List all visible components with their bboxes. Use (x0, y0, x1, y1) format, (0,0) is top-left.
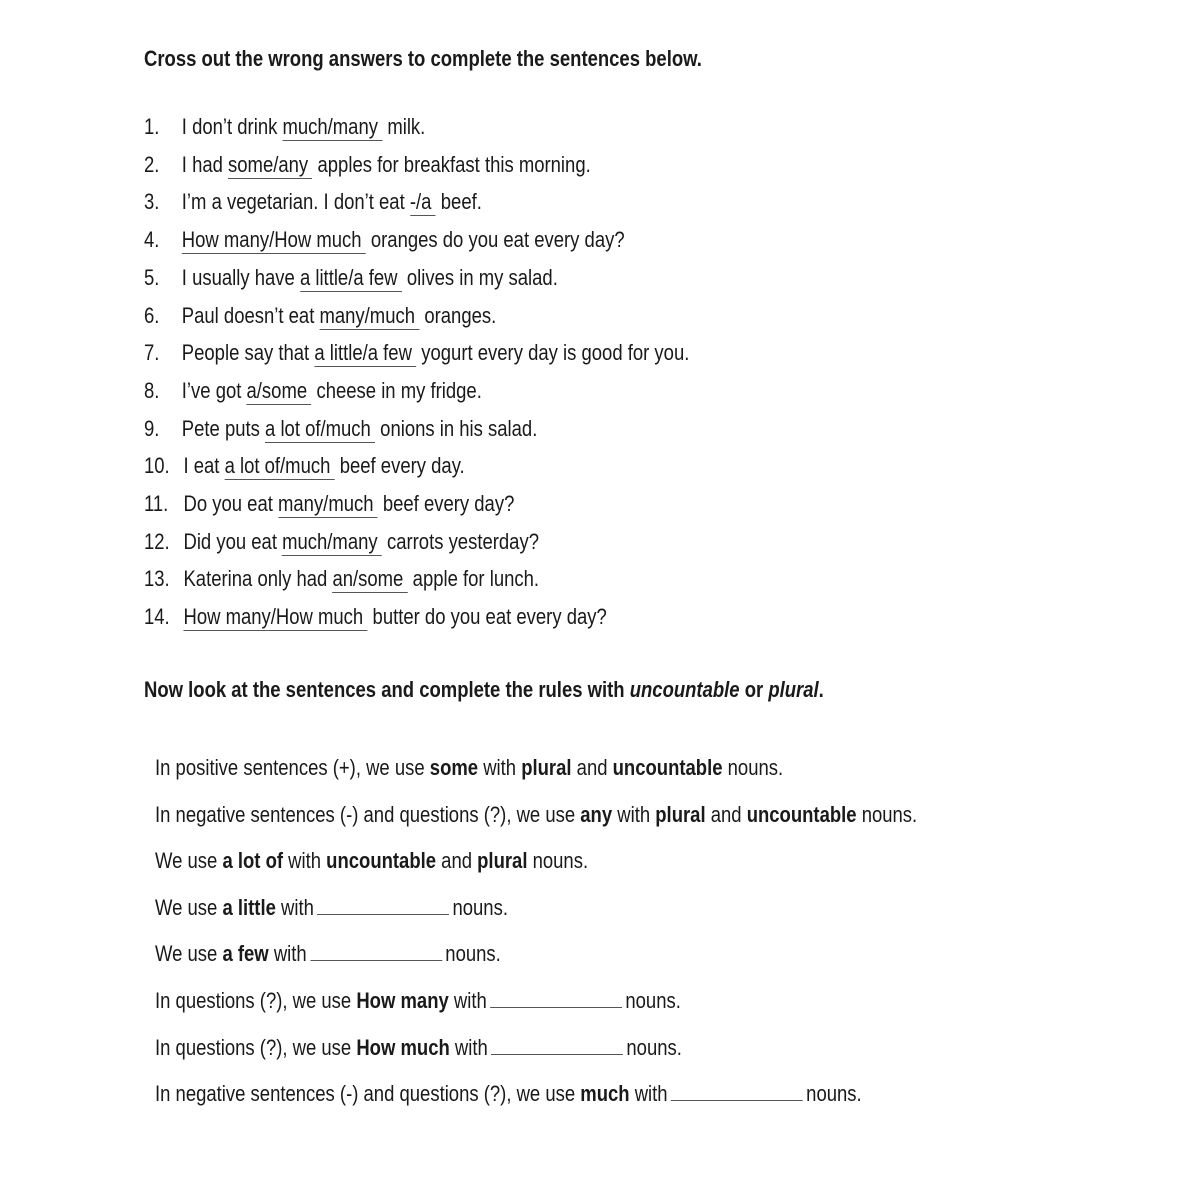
answer-blank[interactable] (317, 896, 449, 915)
bold-term: How many (356, 988, 449, 1013)
question-item (144, 152, 591, 178)
question-text-after: carrots yesterday? (381, 528, 539, 554)
answer-options[interactable]: a little/a few (314, 340, 416, 367)
question-text-before: I’ve got (181, 377, 247, 403)
bold-term: much (580, 1081, 630, 1107)
question-text-after: apples for breakfast this morning. (312, 151, 591, 177)
bold-term: plural (655, 801, 706, 827)
question-text-after: oranges. (419, 302, 497, 328)
text: In questions (?), we use (155, 1034, 357, 1060)
bold-term: How much (356, 1034, 450, 1060)
text: with (612, 801, 656, 827)
text: with (629, 1081, 668, 1107)
bold-term: a little (222, 894, 276, 920)
question-number: 6. (144, 302, 160, 328)
question-text-after: cheese in my fridge. (311, 377, 482, 403)
answer-options[interactable]: an/some (332, 566, 407, 593)
text: or (739, 677, 769, 702)
text: nouns. (527, 848, 589, 874)
question-item (144, 604, 607, 630)
question-item (144, 189, 482, 215)
question-text-after: butter do you eat every day? (367, 604, 607, 630)
question-number: 14. (144, 604, 170, 630)
rule-line (155, 848, 588, 874)
question-number: 13. (144, 566, 170, 592)
rules-heading (144, 677, 824, 703)
answer-options[interactable]: a little/a few (300, 265, 402, 292)
question-text-before: I had (181, 151, 229, 177)
answer-options[interactable]: many/much (278, 491, 378, 518)
answer-options[interactable]: some/any (228, 152, 312, 179)
question-item (144, 303, 496, 329)
text: We use (155, 894, 223, 920)
bold-term: uncountable (746, 801, 857, 827)
question-text-before: I usually have (181, 264, 300, 290)
question-text-before: People say that (181, 340, 315, 366)
rule-line (155, 802, 917, 828)
text: with (275, 894, 314, 920)
question-number: 4. (144, 227, 160, 253)
question-item (144, 340, 689, 366)
bold-term: plural (477, 848, 528, 874)
text: nouns. (856, 801, 918, 827)
bold-term: a lot of (222, 848, 284, 874)
answer-options[interactable]: much/many (282, 114, 382, 141)
bold-term: a few (222, 941, 269, 967)
text: nouns. (626, 1034, 682, 1060)
answer-options[interactable]: How many/How much (182, 227, 366, 254)
text: with (449, 1034, 488, 1060)
answer-options[interactable]: many/much (319, 303, 419, 330)
question-text-after: milk. (382, 114, 426, 139)
question-item (144, 114, 425, 140)
text: nouns. (806, 1081, 862, 1107)
text: nouns. (722, 755, 784, 780)
rule-line (155, 1035, 682, 1061)
text: In negative sentences (-) and questions (?), we use (155, 1081, 581, 1107)
question-number: 8. (144, 377, 160, 403)
question-text-after: beef every day? (377, 491, 515, 516)
text: In questions (?), we use (155, 988, 357, 1013)
question-number: 9. (144, 415, 160, 441)
italic-term: uncountable (629, 677, 740, 702)
answer-options[interactable]: much/many (282, 529, 382, 556)
rule-line (155, 1081, 862, 1107)
answer-options[interactable]: How many/How much (183, 604, 367, 631)
instructions-heading: Cross out the wrong answers to complete the sentences below. (144, 46, 702, 71)
question-item (144, 491, 514, 517)
question-text-after: yogurt every day is good for you. (416, 340, 690, 366)
text: nouns. (452, 894, 508, 920)
text: We use (155, 848, 223, 874)
question-text-before: Katerina only had (183, 566, 333, 592)
italic-term: plural (768, 677, 819, 702)
question-number: 5. (144, 264, 160, 290)
rule-line (155, 988, 681, 1014)
answer-blank[interactable] (671, 1082, 803, 1101)
answer-options[interactable]: a lot of/much (225, 453, 335, 480)
text: In negative sentences (-) and questions (?), we use (155, 801, 581, 827)
question-text-after: oranges do you eat every day? (365, 227, 625, 253)
text: with (478, 755, 522, 780)
question-number: 10. (144, 453, 170, 479)
question-item (144, 378, 482, 404)
text: We use (155, 941, 223, 967)
question-item (144, 227, 625, 253)
question-text-before: Paul doesn’t eat (181, 302, 320, 328)
question-number: 3. (144, 189, 160, 215)
text: nouns. (625, 988, 681, 1013)
rule-line (155, 941, 501, 967)
question-text-after: apple for lunch. (407, 566, 540, 592)
question-text-before: Did you eat (183, 528, 283, 554)
bold-term: uncountable (326, 848, 437, 874)
question-text-after: beef. (435, 189, 482, 215)
answer-blank[interactable] (490, 989, 622, 1008)
question-text-after: olives in my salad. (401, 264, 558, 290)
text: Now look at the sentences and complete the rules with (144, 677, 630, 702)
bold-term: some (429, 755, 479, 780)
question-number: 1. (144, 114, 160, 139)
answer-options[interactable]: -/a (410, 189, 436, 216)
question-text-after: onions in his salad. (375, 415, 538, 441)
question-text-before: I don’t drink (181, 114, 283, 139)
answer-options[interactable]: a lot of/much (265, 416, 375, 443)
bold-term: any (580, 801, 613, 827)
answer-blank[interactable] (310, 942, 442, 961)
question-item (144, 265, 558, 291)
text: In positive sentences (+), we use (155, 755, 430, 780)
text: and (436, 848, 478, 874)
question-item (144, 453, 465, 479)
question-item (144, 416, 537, 442)
question-text-before: Do you eat (183, 491, 278, 516)
text: . (818, 677, 824, 702)
text: and (705, 801, 747, 827)
text: nouns. (445, 941, 501, 967)
bold-term: plural (521, 755, 572, 780)
question-text-after: beef every day. (334, 453, 465, 479)
rule-line (155, 895, 508, 921)
text: with (448, 988, 487, 1013)
question-number: 11. (144, 491, 169, 516)
question-number: 12. (144, 528, 170, 554)
text: with (268, 941, 307, 967)
question-text-before: Pete puts (181, 415, 266, 441)
answer-blank[interactable] (491, 1036, 623, 1055)
text: and (571, 755, 613, 780)
text: with (283, 848, 327, 874)
question-number: 7. (144, 340, 160, 366)
rule-line (155, 755, 783, 781)
question-text-before: I’m a vegetarian. I don’t eat (181, 189, 410, 215)
answer-options[interactable]: a/some (247, 378, 312, 405)
bold-term: uncountable (612, 755, 723, 780)
question-item (144, 529, 539, 555)
question-text-before: I eat (183, 453, 225, 479)
question-item (144, 566, 539, 592)
question-number: 2. (144, 151, 160, 177)
